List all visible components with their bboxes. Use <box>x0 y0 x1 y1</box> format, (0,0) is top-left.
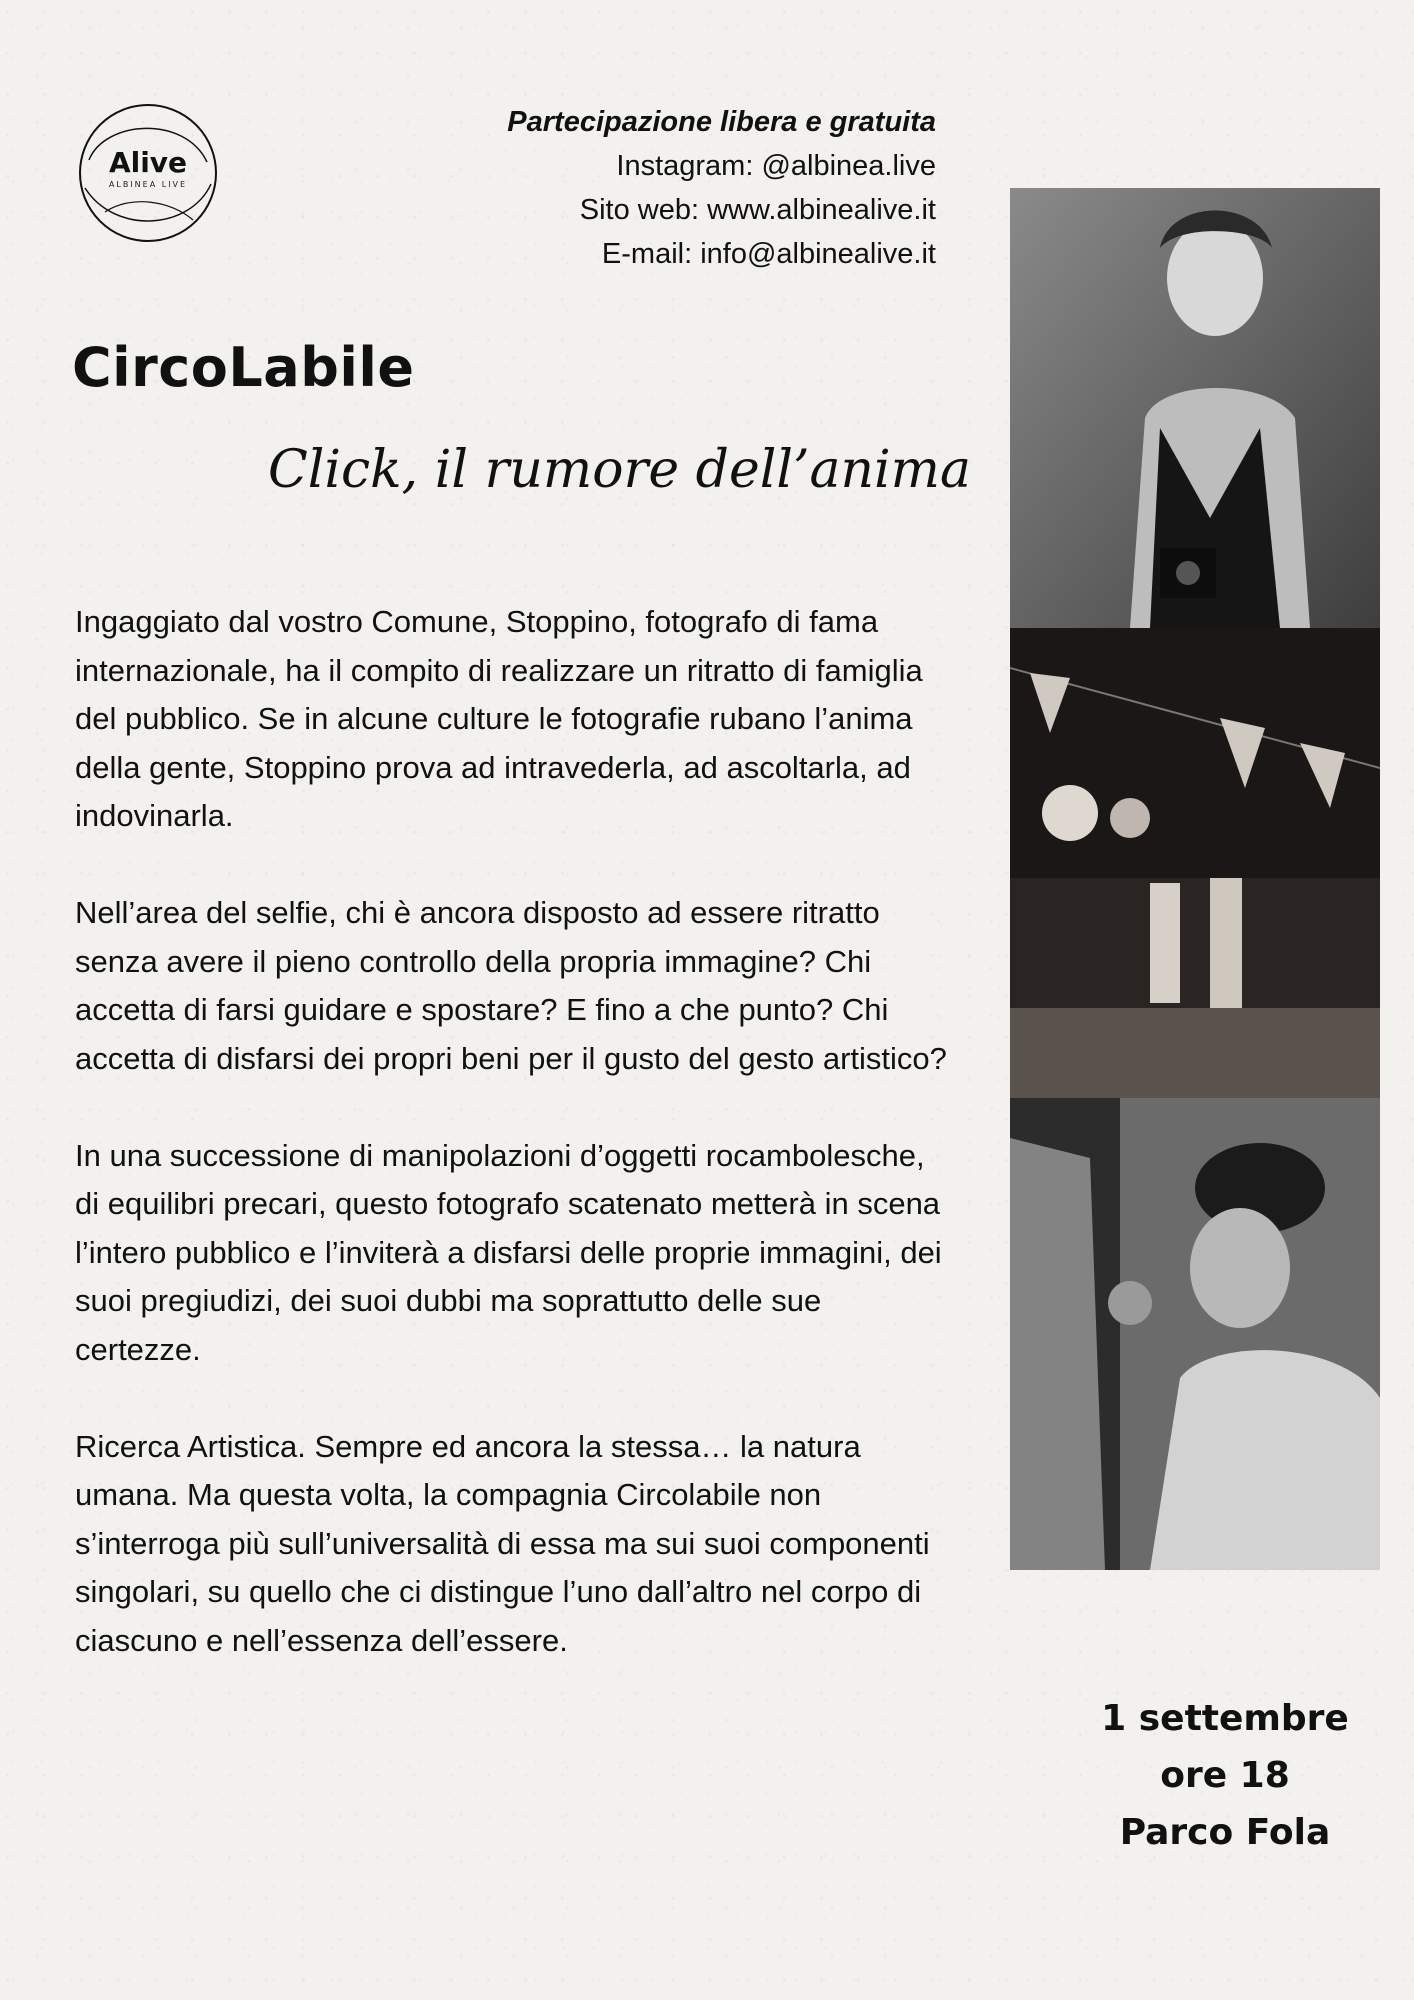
company-title: CircoLabile <box>72 336 415 399</box>
paragraph-selfie: Nell’area del selfie, chi è ancora disposto ad essere ritratto senza avere il pieno controllo della propria immagine? Chi accetta di farsi guidare e spostare? E fino a che punto? Chi accetta di disfarsi dei propri beni per il gusto del gesto artistico? <box>75 895 947 1076</box>
photo-woman-with-mirror <box>1010 1098 1380 1570</box>
photo-clown-with-camera <box>1010 188 1380 628</box>
website-url: Sito web: www.albinealive.it <box>579 194 936 226</box>
paragraph-intro: Ingaggiato dal vostro Comune, Stoppino, fotografo di fama internazionale, ha il compito di realizzare un ritratto di famiglia del pubblico. Se in alcune culture le fotografie rubano l’anima della gente, Stoppino prova ad intravederla, ad ascoltarla, ad indovinarla. <box>75 604 923 833</box>
event-details <box>1060 1690 1390 1861</box>
free-entry-note: Partecipazione libera e gratuita <box>507 106 936 138</box>
event-date: 1 settembre <box>1101 1698 1349 1739</box>
contact-info <box>507 100 936 276</box>
logo-wordmark: Alive <box>108 146 188 179</box>
email-address: E-mail: info@albinealive.it <box>601 238 936 270</box>
description-body <box>75 598 955 1714</box>
albinea-live-logo <box>75 100 221 246</box>
logo-tagline: ALBINEA LIVE <box>108 180 188 189</box>
instagram-handle: Instagram: @albinea.live <box>616 150 936 182</box>
paragraph-manipulations: In una successione di manipolazioni d’oggetti rocambolesche, di equilibri precari, questo fotografo scatenato metterà in scena l’intero pubblico e l’inviterà a disfarsi delle proprie immagini, dei suoi pregiudizi, dei suoi dubbi ma soprattutto delle sue certezze. <box>75 1137 942 1367</box>
event-place: Parco Fola <box>1119 1812 1331 1853</box>
event-time: ore 18 <box>1160 1755 1290 1796</box>
paragraph-research: Ricerca Artistica. Sempre ed ancora la stessa… la natura umana. Ma questa volta, la compagnia Circolabile non s’interroga più sull’universalità di essa ma sui suoi componenti singolari, su quello che ci distingue l’uno dall’altro nel corpo di ciascuno e nell’essenza dell’essere. <box>75 1428 930 1658</box>
show-subtitle: Click, il rumore dell’anima <box>268 440 971 500</box>
photo-night-performance <box>1010 628 1380 1098</box>
